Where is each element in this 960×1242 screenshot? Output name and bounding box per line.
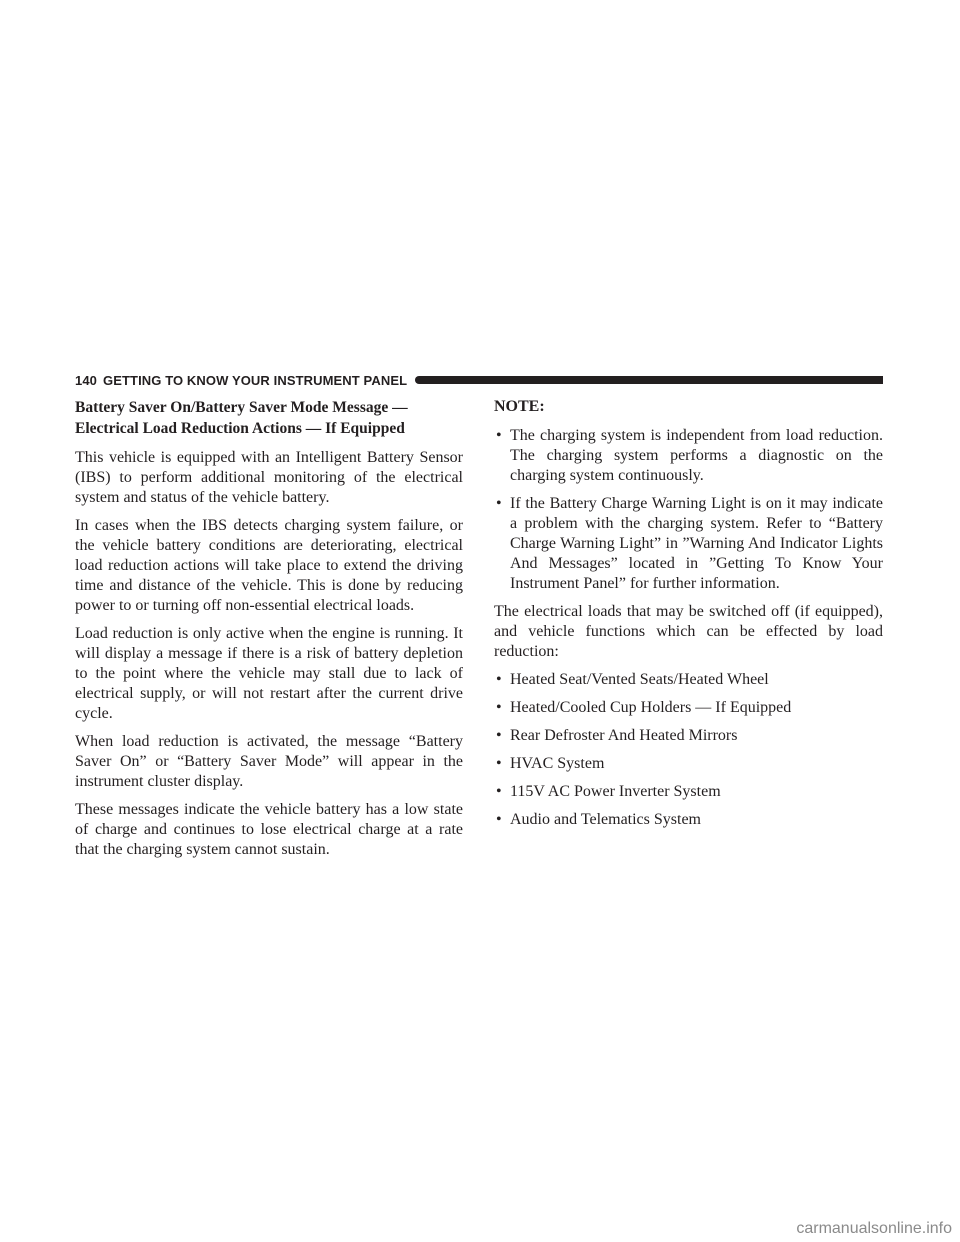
list-item-text: 115V AC Power Inverter System [510,783,721,800]
list-item [494,698,883,718]
list-item-text: HVAC System [510,755,605,772]
paragraph-low-state-of-charge: These messages indicate the vehicle battery has a low state of charge and continues to lose electrical charge at a rate that the charging system cannot sustain. [75,801,463,858]
section-heading: Battery Saver On/Battery Saver Mode Message — Electrical Load Reduction Actions — If Equipped [75,399,408,437]
section-title: GETTING TO KNOW YOUR INSTRUMENT PANEL [103,372,408,388]
page-number: 140 [75,372,97,388]
bullet-icon: • [496,755,502,772]
bullet-icon: • [496,427,502,444]
list-item-text: If the Battery Charge Warning Light is on it may indicate a problem with the charging system. Refer to “Battery Charge Warning Light” in ”Warning And Indicator Lights And Messages” located in ”Getting To Know Your Instrument Panel” for further information. [510,495,883,592]
list-item [494,494,883,594]
paragraph-message-display: When load reduction is activated, the message “Battery Saver On” or “Battery Saver Mode” will appear in the instrument cluster display. [75,733,463,790]
list-item-text: Audio and Telematics System [510,811,701,828]
list-item-text: The charging system is independent from load reduction. The charging system performs a diagnostic on the charging system continuously. [510,427,883,484]
list-item-text: Heated/Cooled Cup Holders — If Equipped [510,699,792,716]
loads-intro: The electrical loads that may be switched off (if equipped), and vehicle functions which can be effected by load reduction: [494,603,883,660]
bullet-icon: • [496,783,502,800]
right-column [494,397,883,838]
paragraph-load-reduction-actions: In cases when the IBS detects charging system failure, or the vehicle battery conditions are deteriorating, electrical load reduction actions will take place to extend the driving time and distance of the vehicle. This is done by reducing power to or turning off non-essential electrical loads. [75,517,463,614]
paragraph-load-reduction-active: Load reduction is only active when the engine is running. It will display a message if there is a risk of battery depletion to the point where the vehicle may stall due to lack of electrical supply, or will not restart after the current drive cycle. [75,625,463,722]
header-rule [415,376,883,384]
paragraph-ibs: This vehicle is equipped with an Intelligent Battery Sensor (IBS) to perform additional monitoring of the electrical system and status of the vehicle battery. [75,449,463,506]
left-column [75,397,463,868]
bullet-icon: • [496,699,502,716]
list-item [494,670,883,690]
note-list [494,426,883,594]
note-label: NOTE: [494,398,545,415]
loads-list [494,670,883,830]
bullet-icon: • [496,495,502,512]
list-item [494,810,883,830]
list-item [494,782,883,802]
bullet-icon: • [496,811,502,828]
bullet-icon: • [496,671,502,688]
list-item-text: Rear Defroster And Heated Mirrors [510,727,738,744]
list-item [494,726,883,746]
watermark-link[interactable]: carmanualsonline.info [796,1220,952,1237]
bullet-icon: • [496,727,502,744]
list-item [494,754,883,774]
page-header [75,369,883,391]
list-item-text: Heated Seat/Vented Seats/Heated Wheel [510,671,769,688]
list-item [494,426,883,486]
